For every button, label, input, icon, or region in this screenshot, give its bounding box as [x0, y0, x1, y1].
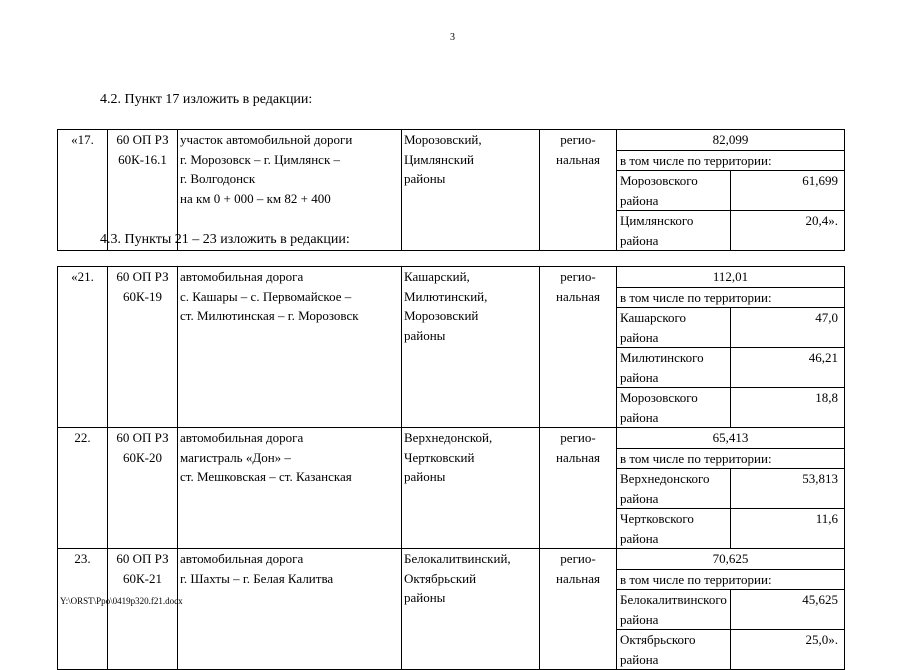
district-name: Цимлянского района — [617, 211, 731, 251]
length-cell — [617, 267, 845, 428]
road-code-line: 60К-16.1 — [118, 151, 167, 167]
total-length: 112,01 — [712, 269, 749, 284]
road-code-line: 60К-21 — [123, 570, 162, 586]
road-description-line: магистраль «Дон» – — [180, 449, 291, 465]
territory-subtitle-row — [617, 448, 844, 469]
road-type-line: нальная — [556, 288, 600, 304]
road-description-line: г. Шахты – г. Белая Калитва — [180, 570, 334, 586]
district-length: 18,8 — [731, 388, 845, 428]
district-length-row — [617, 388, 844, 428]
road-description-line: автомобильная дорога — [180, 551, 304, 566]
total-length-row — [617, 130, 844, 150]
district-name: Октябрьского района — [617, 630, 731, 670]
district-name: Морозовского района — [617, 171, 731, 211]
item-number: 22. — [58, 428, 108, 549]
road-code-line: 60 ОП РЗ — [116, 132, 169, 147]
road-code-line: 60 ОП РЗ — [116, 269, 169, 284]
road-type-cell — [540, 549, 617, 670]
road-description-line: г. Волгодонск — [180, 171, 256, 186]
district-line: Морозовский — [404, 308, 479, 323]
road-type-line: регио- — [560, 430, 596, 445]
districts-cell — [402, 267, 540, 428]
road-type-line: нальная — [556, 151, 600, 167]
total-length-row — [617, 428, 844, 448]
district-line: районы — [404, 171, 446, 186]
district-length-row — [617, 469, 844, 509]
district-length: 25,0». — [731, 630, 845, 670]
territory-subtitle-row — [617, 569, 844, 590]
district-line: Цимлянский — [404, 151, 474, 167]
total-length-row — [617, 267, 844, 287]
district-line: Белокалитвинский, — [404, 551, 511, 566]
districts-cell — [402, 549, 540, 670]
district-length-row — [617, 348, 844, 388]
district-name: Верхнедонского района — [617, 469, 731, 509]
total-length-row — [617, 549, 844, 569]
district-length: 46,21 — [731, 348, 845, 388]
district-length-row — [617, 630, 844, 670]
districts-cell — [402, 428, 540, 549]
road-type-line: регио- — [560, 132, 596, 147]
district-line: районы — [404, 327, 446, 343]
section-4-3-heading: 4.3. Пункты 21 – 23 изложить в редакции: — [100, 232, 350, 247]
road-type-line: нальная — [556, 570, 600, 586]
road-description-line: г. Морозовск – г. Цимлянск – — [180, 151, 341, 167]
territory-subtitle-row — [617, 287, 844, 308]
road-code-line: 60 ОП РЗ — [116, 430, 169, 445]
district-length-row — [617, 509, 844, 549]
territory-subtitle: в том числе по территории: — [617, 569, 844, 590]
length-breakdown — [617, 267, 844, 427]
district-length: 45,625 — [731, 590, 845, 630]
table-row — [58, 428, 845, 549]
road-type-cell — [540, 428, 617, 549]
item-number: «21. — [58, 267, 108, 428]
table-row — [58, 549, 845, 670]
table-row — [58, 267, 845, 428]
road-description-line: ст. Милютинская – г. Морозовск — [180, 308, 359, 323]
road-code-line: 60 ОП РЗ — [116, 551, 169, 566]
road-code-cell — [108, 428, 178, 549]
district-length-row — [617, 590, 844, 630]
length-breakdown — [617, 549, 844, 669]
district-line: Верхнедонской, — [404, 430, 493, 445]
district-length: 47,0 — [731, 308, 845, 348]
district-name: Морозовского района — [617, 388, 731, 428]
road-description-cell — [178, 428, 402, 549]
road-description-line: участок автомобильной дороги — [180, 132, 353, 147]
district-line: Кашарский, — [404, 269, 470, 284]
territory-subtitle: в том числе по территории: — [617, 448, 844, 469]
road-code-cell — [108, 549, 178, 670]
district-name: Милютинского района — [617, 348, 731, 388]
district-line: Милютинский, — [404, 288, 488, 304]
territory-subtitle: в том числе по территории: — [617, 287, 844, 308]
length-cell — [617, 130, 845, 251]
road-description-line: с. Кашары – с. Первомайское – — [180, 288, 352, 304]
road-type-cell — [540, 267, 617, 428]
road-code-line: 60К-20 — [123, 449, 162, 465]
district-length: 61,699 — [731, 171, 845, 211]
district-line: районы — [404, 590, 446, 605]
road-description-line: ст. Мешковская – ст. Казанская — [180, 469, 352, 484]
road-description-line: автомобильная дорога — [180, 269, 304, 284]
road-table-items-21-23 — [57, 266, 845, 670]
item-number: 23. — [58, 549, 108, 670]
road-description-line: на км 0 + 000 – км 82 + 400 — [180, 190, 331, 206]
road-description-line: автомобильная дорога — [180, 430, 304, 445]
total-length: 65,413 — [712, 430, 749, 445]
district-name: Кашарского района — [617, 308, 731, 348]
road-code-cell — [108, 267, 178, 428]
item-number: «17. — [58, 130, 108, 251]
district-line: Чертковский — [404, 449, 475, 465]
territory-subtitle-row — [617, 150, 844, 171]
district-line: районы — [404, 469, 446, 484]
total-length: 70,625 — [712, 551, 749, 566]
road-code-line: 60К-19 — [123, 288, 162, 304]
length-cell — [617, 549, 845, 670]
length-breakdown — [617, 428, 844, 548]
district-length: 11,6 — [731, 509, 845, 549]
length-breakdown — [617, 130, 844, 250]
road-type-line: регио- — [560, 269, 596, 284]
section-4-2-heading: 4.2. Пункт 17 изложить в редакции: — [100, 92, 313, 107]
road-type-line: нальная — [556, 449, 600, 465]
footer-file-path: Y:\ORST\Ppo\0419p320.f21.docx — [60, 596, 183, 606]
district-length-row — [617, 211, 844, 251]
district-length: 53,813 — [731, 469, 845, 509]
length-cell — [617, 428, 845, 549]
districts-cell — [402, 130, 540, 251]
road-type-line: регио- — [560, 551, 596, 566]
district-line: Морозовский, — [404, 132, 482, 147]
road-description-cell — [178, 267, 402, 428]
total-length: 82,099 — [712, 132, 749, 147]
territory-subtitle: в том числе по территории: — [617, 150, 844, 171]
page-number: 3 — [450, 32, 455, 43]
district-name: Чертковского района — [617, 509, 731, 549]
road-type-cell — [540, 130, 617, 251]
district-length: 20,4». — [731, 211, 845, 251]
road-description-cell — [178, 549, 402, 670]
district-length-row — [617, 308, 844, 348]
district-length-row — [617, 171, 844, 211]
district-name: Белокалитвинского района — [617, 590, 731, 630]
district-line: Октябрьский — [404, 570, 477, 586]
